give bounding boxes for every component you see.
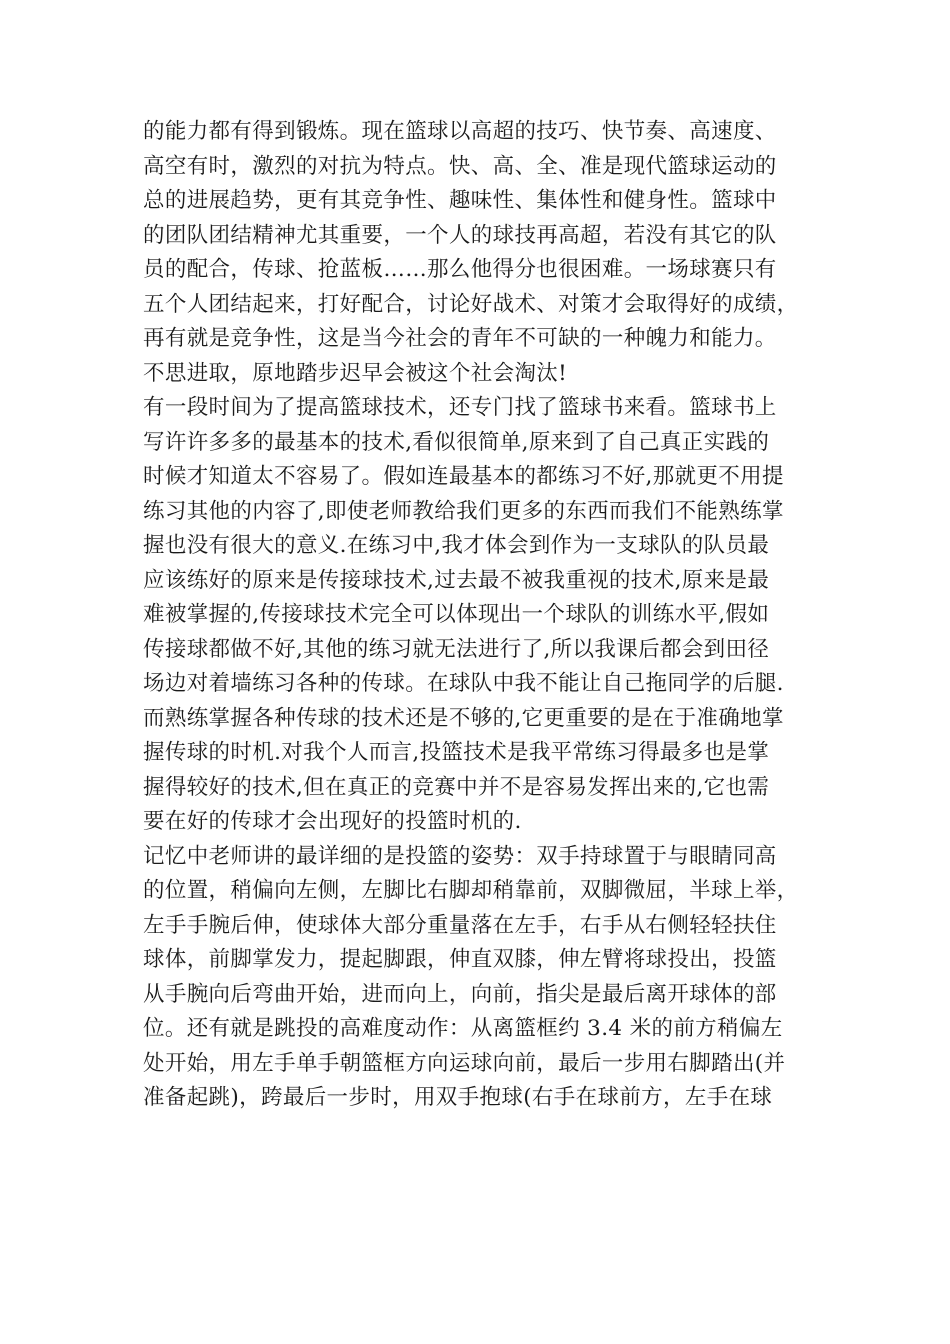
text-line: 要在好的传球才会出现好的投篮时机的.: [143, 809, 522, 834]
text-line: 位。还有就是跳投的高难度动作：从离篮框约 3.4 米的前方稍偏左: [143, 1016, 783, 1041]
text-line: 场边对着墙练习各种的传球。在球队中我不能让自己拖同学的后腿.: [143, 671, 784, 696]
text-line: 握也没有很大的意义.在练习中,我才体会到作为一支球队的队员最: [143, 533, 770, 558]
text-line: 再有就是竞争性，这是当今社会的青年不可缺的一种魄力和能力。: [143, 326, 777, 351]
text-line: 五个人团结起来，打好配合，讨论好战术、对策才会取得好的成绩，: [143, 291, 799, 317]
text-line: 的能力都有得到锻炼。现在篮球以高超的技巧、快节奏、高速度、: [143, 119, 777, 144]
text-line: 时候才知道太不容易了。假如连最基本的都练习不好,那就更不用提: [143, 464, 784, 489]
text-line: 左手手腕后伸，使球体大部分重量落在左手，右手从右侧轻轻扶住: [143, 912, 777, 938]
text-line: 从手腕向后弯曲开始，进而向上，向前，指尖是最后离开球体的部: [143, 981, 777, 1007]
text-line: 准备起跳)，跨最后一步时，用双手抱球(右手在球前方，左手在球: [143, 1085, 773, 1110]
text-line: 记忆中老师讲的最详细的是投篮的姿势：双手持球置于与眼睛同高: [143, 843, 777, 869]
text-line: 的团队团结精神尤其重要，一个人的球技再高超，若没有其它的队: [143, 222, 777, 248]
text-line: 不思进取，原地踏步迟早会被这个社会淘汰!: [143, 360, 568, 386]
body-text: [143, 115, 813, 1116]
text-line: 传接球都做不好,其他的练习就无法进行了,所以我课后都会到田径: [143, 636, 770, 662]
text-line: 握得较好的技术,但在真正的竞赛中并不是容易发挥出来的,它也需: [143, 774, 770, 800]
text-line: 应该练好的原来是传接球技术,过去最不被我重视的技术,原来是最: [143, 567, 770, 593]
text-line: 练习其他的内容了,即使老师教给我们更多的东西而我们不能熟练掌: [143, 498, 784, 524]
text-line: 总的进展趋势，更有其竞争性、趣味性、集体性和健身性。篮球中: [143, 188, 777, 213]
text-line: 有一段时间为了提高篮球技术，还专门找了篮球书来看。篮球书上: [143, 395, 777, 420]
text-line: 难被掌握的,传接球技术完全可以体现出一个球队的训练水平,假如: [143, 602, 770, 627]
text-line: 握传球的时机.对我个人而言,投篮技术是我平常练习得最多也是掌: [143, 740, 770, 765]
text-line: 高空有时，激烈的对抗为特点。快、高、全、准是现代篮球运动的: [143, 153, 777, 179]
text-line: 球体，前脚掌发力，提起脚跟，伸直双膝，伸左臂将球投出，投篮: [143, 947, 777, 972]
text-line: 而熟练掌握各种传球的技术还是不够的,它更重要的是在于准确地掌: [143, 705, 784, 731]
text-line: 写许许多多的最基本的技术,看似很简单,原来到了自己真正实践的: [143, 429, 770, 455]
text-line: 处开始，用左手单手朝篮框方向运球向前，最后一步用右脚踏出(并: [143, 1050, 786, 1076]
text-line: 员的配合，传球、抢蓝板……那么他得分也很困难。一场球赛只有: [143, 257, 777, 282]
text-line: 的位置，稍偏向左侧，左脚比右脚却稍靠前，双脚微屈，半球上举，: [143, 878, 799, 903]
